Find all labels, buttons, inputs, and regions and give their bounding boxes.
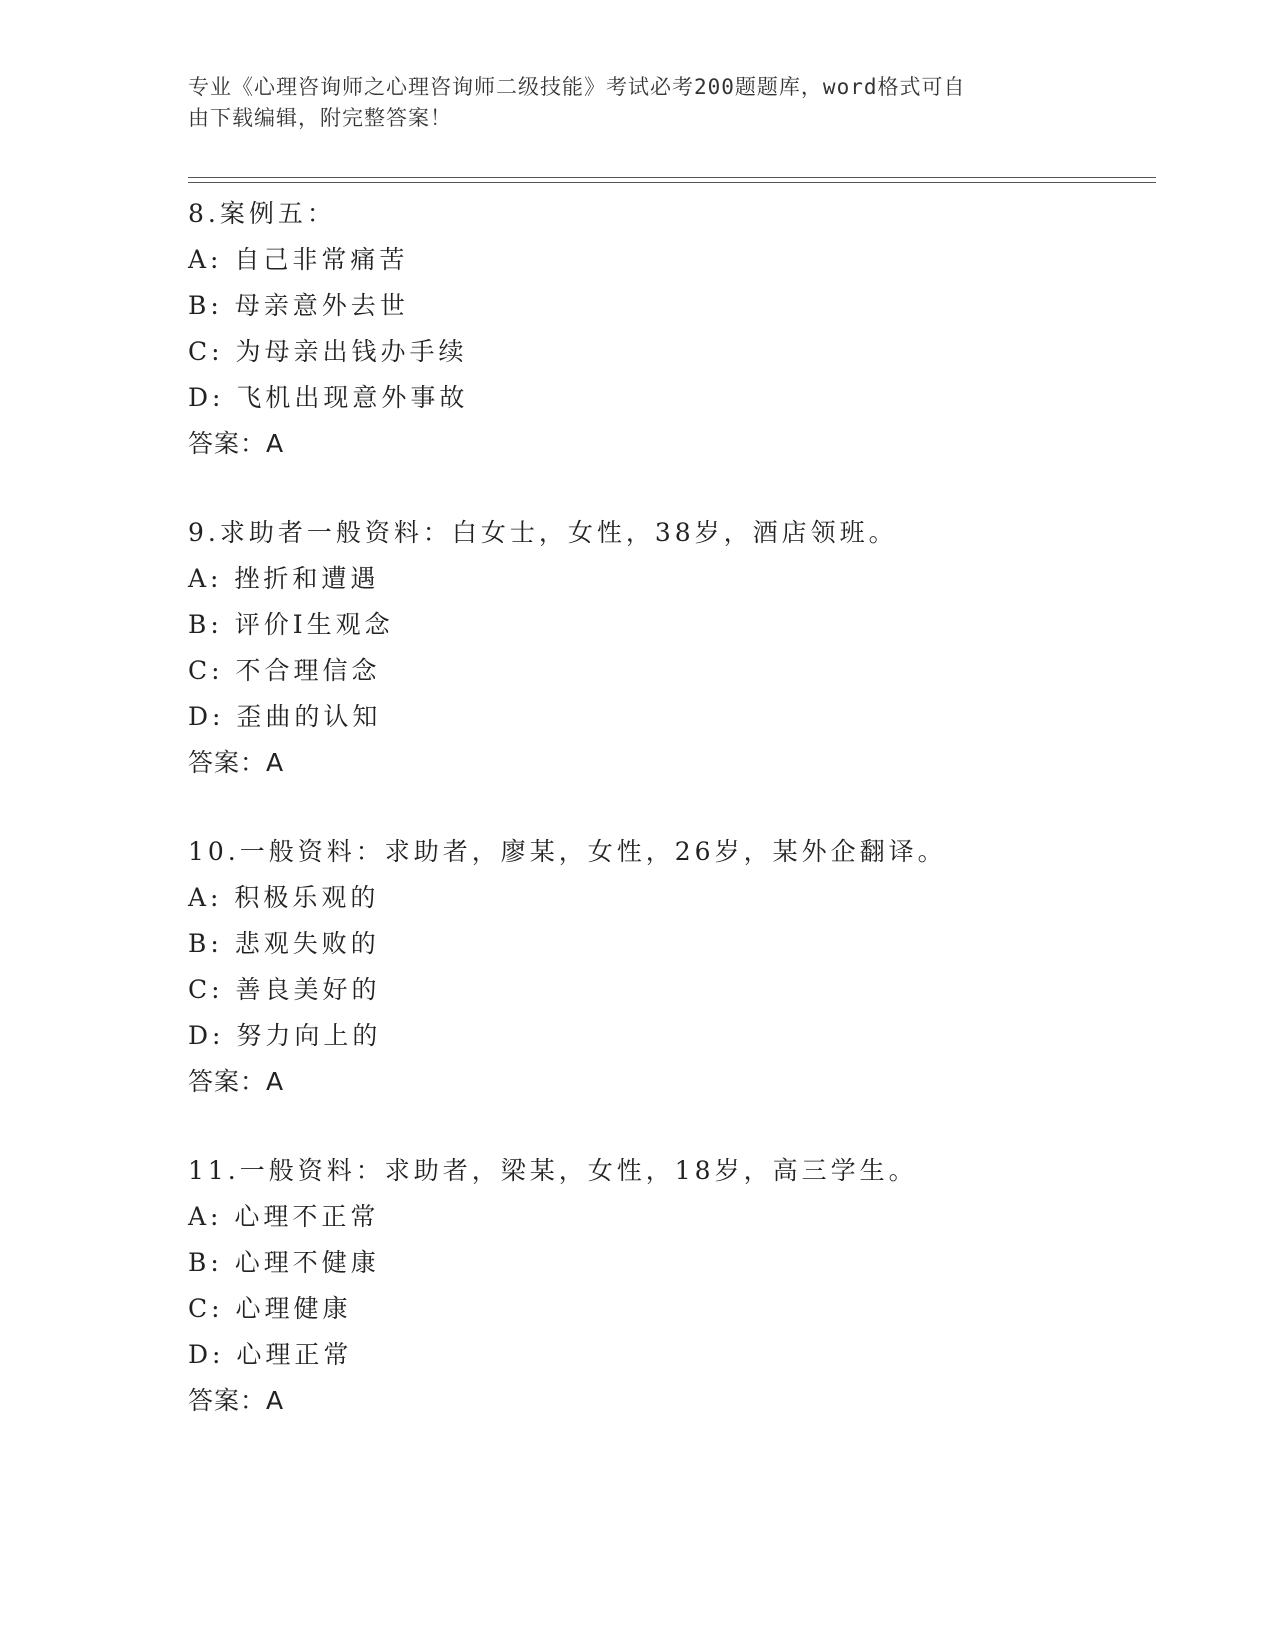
option-d: D: 努力向上的 bbox=[188, 1021, 382, 1050]
answer-line: 答案：A bbox=[188, 429, 285, 458]
option-b: B: 母亲意外去世 bbox=[188, 291, 409, 320]
question-9 bbox=[188, 510, 1148, 786]
header-line-1: 专业《心理咨询师之心理咨询师二级技能》考试必考200题题库，word格式可自 bbox=[188, 75, 966, 99]
option-c: C: 心理健康 bbox=[188, 1294, 352, 1323]
option-a: A: 自己非常痛苦 bbox=[188, 245, 409, 274]
answer-line: 答案：A bbox=[188, 1386, 285, 1415]
question-stem: 10.一般资料：求助者，廖某，女性，26岁，某外企翻译。 bbox=[188, 837, 947, 866]
question-8 bbox=[188, 191, 1148, 467]
option-d: D: 飞机出现意外事故 bbox=[188, 383, 469, 412]
question-11 bbox=[188, 1148, 1148, 1424]
option-b: B: 悲观失败的 bbox=[188, 929, 380, 958]
option-d: D: 心理正常 bbox=[188, 1340, 353, 1369]
option-d: D: 歪曲的认知 bbox=[188, 702, 382, 731]
header-divider-bottom bbox=[188, 182, 1156, 183]
option-a: A: 心理不正常 bbox=[188, 1202, 380, 1231]
answer-line: 答案：A bbox=[188, 748, 285, 777]
question-stem: 11.一般资料：求助者，梁某，女性，18岁，高三学生。 bbox=[188, 1156, 918, 1185]
header-line-2: 由下载编辑，附完整答案！ bbox=[188, 106, 452, 130]
option-c: C: 善良美好的 bbox=[188, 975, 381, 1004]
document-header bbox=[188, 72, 1088, 134]
question-list bbox=[188, 191, 1148, 1467]
option-c: C: 为母亲出钱办手续 bbox=[188, 337, 468, 366]
option-b: B: 心理不健康 bbox=[188, 1248, 380, 1277]
question-stem: 8.案例五： bbox=[188, 199, 336, 228]
option-a: A: 积极乐观的 bbox=[188, 883, 380, 912]
option-b: B: 评价Ⅰ生观念 bbox=[188, 610, 394, 639]
option-c: C: 不合理信念 bbox=[188, 656, 381, 685]
question-stem: 9.求助者一般资料：白女士，女性，38岁，酒店领班。 bbox=[188, 518, 898, 547]
option-a: A: 挫折和遭遇 bbox=[188, 564, 380, 593]
header-divider-top bbox=[188, 177, 1156, 178]
answer-line: 答案：A bbox=[188, 1067, 285, 1096]
question-10 bbox=[188, 829, 1148, 1105]
